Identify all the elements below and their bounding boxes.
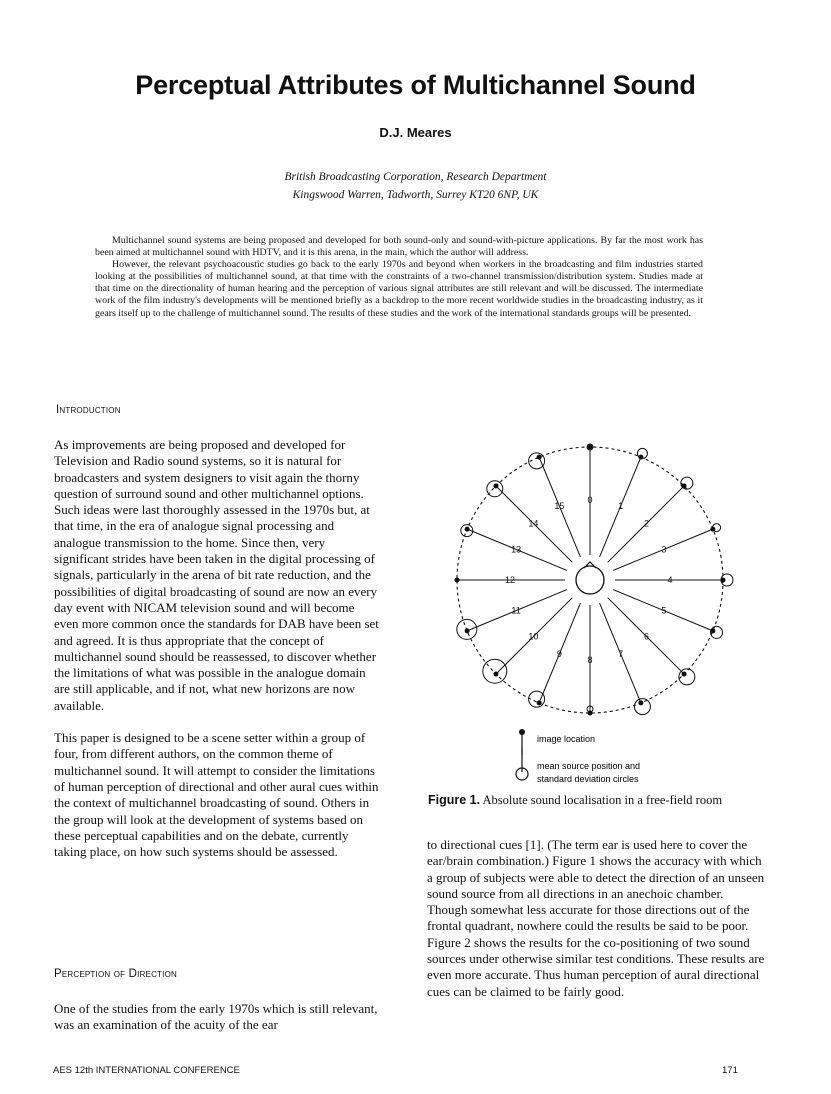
direction-label-5: 5 xyxy=(661,605,667,616)
deviation-circle xyxy=(487,481,503,497)
abstract-paragraph-2: However, the relevant psychoacoustic studies go back to the early 1970s and beyond when workers in the broadcasting and film industries started looking at the possibilities of multichannel sound, at that time with the constraints of a two-channel transmission/distribution system. Studies made at that time on the directionality of human hearing and the perception of various signal attributes are still relevant and will be discussed. The intermediate work of the film industry's developments will be mentioned briefly as a backdrop to the more recent worldwide studies in the broadcasting industry, as it gears itself up to the challenge of multichannel sound. The results of these studies and the work of the international standards groups will be presented. xyxy=(95,259,703,319)
direction-label-9: 9 xyxy=(556,648,562,659)
direction-label-8: 8 xyxy=(587,655,593,665)
image-location-marker xyxy=(537,700,542,705)
direction-label-1: 1 xyxy=(618,501,624,512)
footer-page-number: 171 xyxy=(722,1065,738,1076)
direction-label-15: 15 xyxy=(554,501,565,512)
affiliation-line-1: British Broadcasting Corporation, Research Department xyxy=(284,171,547,183)
direction-label-14: 14 xyxy=(528,518,539,529)
abstract-paragraph-1: Multichannel sound systems are being proposed and developed for both sound-only and sound-with-picture applications. By far the most work has been aimed at multichannel sound with HDTV, and it is this arena, in the main, which the author will address. xyxy=(95,235,703,259)
perception-paragraph-1: One of the studies from the early 1970s which is still relevant, was an examination of the acuity of the ear xyxy=(54,1001,378,1033)
legend-image-marker xyxy=(519,729,525,735)
right-column-paragraph: to directional cues [1]. (The term ear is used here to cover the ear/brain combination.) Figure 1 shows the accuracy with which a group of subjects were able to detect the direction of an unseen sound source from all directions in an anechoic chamber. Though somewhat less accurate for those directions out of the frontal quadrant, nowhere could the results be said to be poor. Figure 2 shows the results for the co-positioning of two sound sources under otherwise similar test conditions. These results are even more accurate. Thus human perception of aural directional cues can be claimed to be fairly good. xyxy=(427,837,765,999)
figure-caption-label: Figure 1. xyxy=(428,793,481,807)
direction-label-3: 3 xyxy=(661,544,667,555)
direction-label-7: 7 xyxy=(618,648,624,659)
deviation-circle xyxy=(483,659,507,683)
introduction-text xyxy=(54,437,382,860)
deviation-circle xyxy=(529,691,545,707)
figure-caption xyxy=(428,793,768,808)
direction-label-13: 13 xyxy=(511,544,522,555)
introduction-paragraph-1: As improvements are being proposed and developed for Television and Radio sound systems, so it is natural for broadcasters and system designers to visit again the thorny question of surround sound and other multichannel options. Such ideas were last thoroughly assessed in the 1970s but, at that time, in the era of analogue signal processing and analogue transmission to the home. Since then, very significant strides have been taken in the digital processing of signals, particularly in the arena of bit rate reduction, and the possibilities of digital broadcasting of sound are now an every day event with NICAM television sound and will become even more common once the standards for DAB have been set and agreed. It is thus appropriate that the concept of multichannel sound should be reassessed, to discover whether the limitations of what was possible in the analogue domain are still applicable, and if not, what new horizons are now available. xyxy=(54,437,379,713)
legend-mean-line-1: mean source position and xyxy=(537,761,641,771)
image-location-marker xyxy=(537,455,542,460)
direction-label-2: 2 xyxy=(644,518,650,529)
localisation-figure xyxy=(430,430,760,790)
abstract xyxy=(95,235,703,320)
direction-label-12: 12 xyxy=(504,575,516,585)
author-name: D.J. Meares xyxy=(379,125,452,140)
direction-label-11: 11 xyxy=(511,605,521,616)
figure-caption-text: Absolute sound localisation in a free-field room xyxy=(480,793,723,807)
direction-label-0: 0 xyxy=(587,495,593,505)
affiliation-line-2: Kingswood Warren, Tadworth, Surrey KT20 6NP, UK xyxy=(292,189,539,201)
footer-conference: AES 12th INTERNATIONAL CONFERENCE xyxy=(53,1065,240,1076)
legend-image-location: image location xyxy=(537,734,596,744)
introduction-heading: Introduction xyxy=(56,404,121,416)
legend-mean-line-2: standard deviation circles xyxy=(537,774,639,784)
paper-title: Perceptual Attributes of Multichannel Sound xyxy=(135,70,696,100)
direction-label-6: 6 xyxy=(644,631,650,642)
listener-head xyxy=(576,566,604,594)
direction-label-10: 10 xyxy=(528,631,539,642)
perception-heading: Perception of Direction xyxy=(54,968,177,980)
introduction-paragraph-2: This paper is designed to be a scene setter within a group of four, from different authors, on the common theme of multichannel sound. It will attempt to consider the limitations of human perception of directional and other aural cues within the context of multichannel broadcasting of sound. Others in the group will look at the development of systems based on these perceptual capabilities and on the debate, currently taking place, on how such systems should be assessed. xyxy=(54,730,379,860)
deviation-circle xyxy=(681,477,693,489)
direction-label-4: 4 xyxy=(667,575,673,585)
image-location-marker xyxy=(465,628,470,633)
